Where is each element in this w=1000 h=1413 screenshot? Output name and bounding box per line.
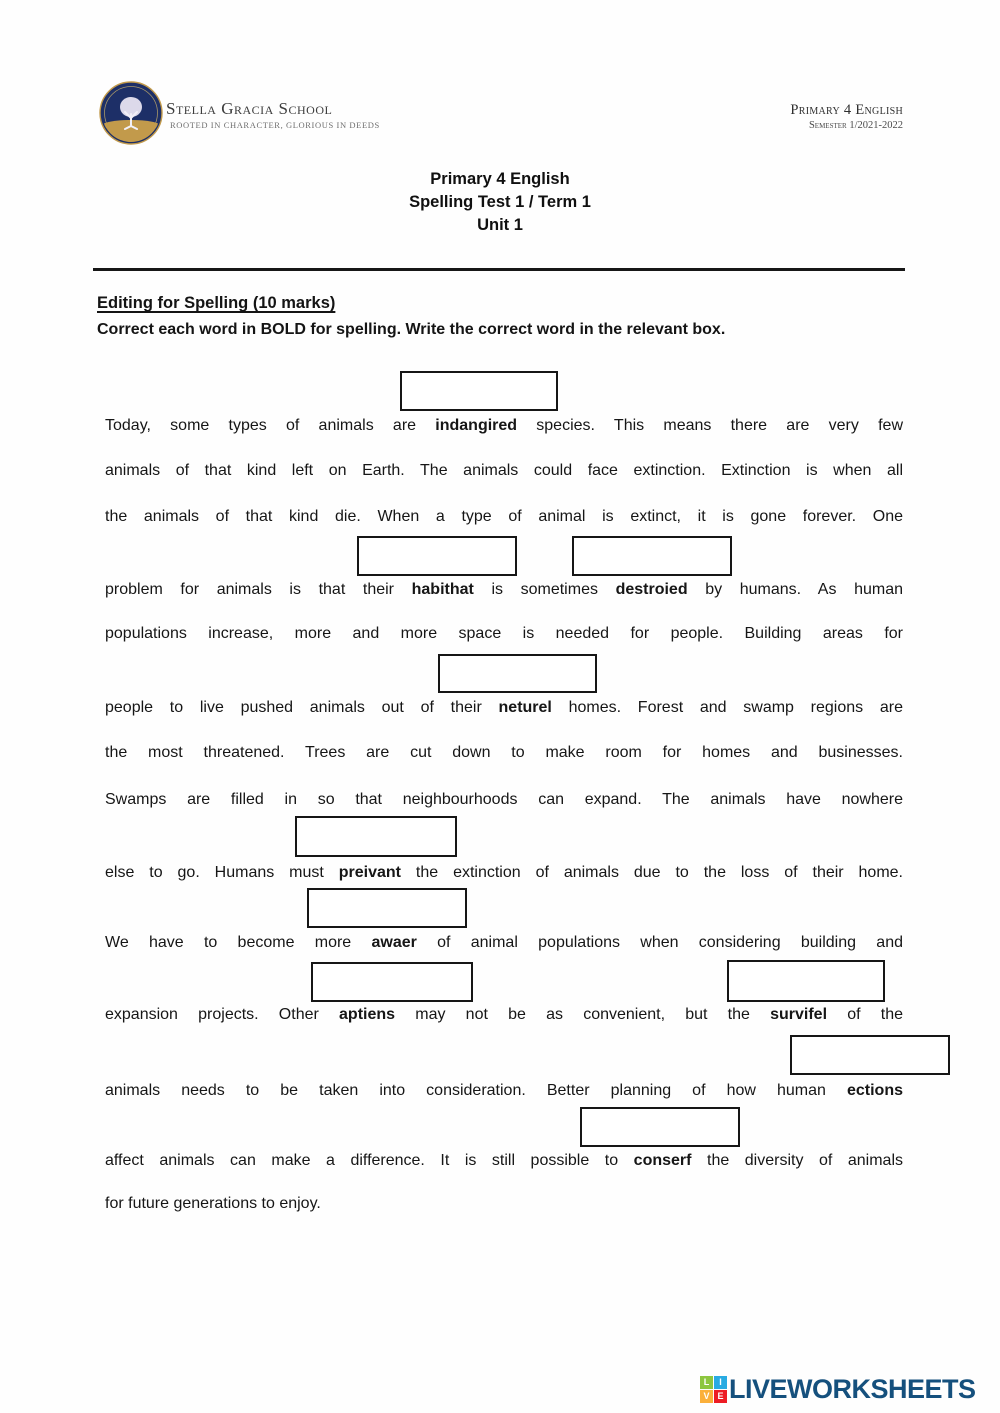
liveworksheets-tiles-icon: [700, 1376, 727, 1403]
liveworksheets-brand: [700, 1374, 976, 1405]
paragraph-line: Today, some types of animals are indangired species. This means there are very few: [105, 417, 904, 434]
header-semester: Semester 1/2021-2022: [808, 120, 903, 131]
paragraph-line: for future generations to enjoy.: [105, 1195, 321, 1212]
horizontal-divider: [93, 268, 905, 271]
tile-letter-v: V: [700, 1390, 713, 1403]
title-line-1: Primary 4 English: [430, 170, 570, 188]
paragraph-line: expansion projects. Other aptiens may not be as convenient, but the survifel of the: [105, 1006, 904, 1023]
answer-box-1[interactable]: [400, 371, 558, 411]
paragraph-line: populations increase, more and more space is needed for people. Building areas for: [105, 625, 903, 642]
answer-box-8[interactable]: [727, 960, 885, 1002]
title-line-3: Unit 1: [477, 216, 523, 234]
answer-box-6[interactable]: [307, 888, 467, 928]
paragraph-line: Swamps are filled in so that neighbourhoods can expand. The animals have nowhere: [105, 791, 903, 808]
answer-box-2[interactable]: [357, 536, 517, 576]
paragraph-line: problem for animals is that their habithat is sometimes destroied by humans. As human: [105, 581, 903, 598]
paragraph-line: animals of that kind left on Earth. The animals could face extinction. Extinction is when all: [105, 462, 903, 479]
title-line-2: Spelling Test 1 / Term 1: [409, 193, 591, 211]
paragraph-line: people to live pushed animals out of their neturel homes. Forest and swamp regions are: [105, 699, 904, 716]
header-course: Primary 4 English: [790, 102, 903, 118]
paragraph-line: the most threatened. Trees are cut down to make room for homes and businesses.: [105, 744, 903, 761]
school-tagline: ROOTED IN CHARACTER, GLORIOUS IN DEEDS: [170, 120, 380, 130]
instruction-text: Correct each word in BOLD for spelling. Write the correct word in the relevant box.: [97, 321, 726, 338]
header-right: [790, 102, 903, 131]
answer-box-7[interactable]: [311, 962, 473, 1002]
liveworksheets-wordmark: LIVEWORKSHEETS: [729, 1374, 976, 1404]
section-heading: Editing for Spelling (10 marks): [97, 294, 336, 312]
answer-box-4[interactable]: [438, 654, 597, 693]
tile-letter-l: L: [700, 1376, 713, 1389]
answer-box-10[interactable]: [580, 1107, 740, 1147]
paragraph-line: affect animals can make a difference. It is still possible to conserf the diversity of animals: [105, 1152, 903, 1169]
answer-box-9[interactable]: [790, 1035, 950, 1075]
answer-box-3[interactable]: [572, 536, 732, 576]
tile-letter-i: I: [714, 1376, 727, 1389]
school-name: Stella Gracia School: [166, 99, 333, 118]
answer-box-5[interactable]: [295, 816, 457, 857]
paragraph-line: animals needs to be taken into consideration. Better planning of how human ections: [105, 1082, 903, 1099]
school-crest-icon: [99, 80, 163, 146]
paragraph-line: else to go. Humans must preivant the extinction of animals due to the loss of their home.: [105, 864, 903, 881]
worksheet-title: [0, 168, 1000, 237]
tile-letter-e: E: [714, 1390, 727, 1403]
paragraph-line: the animals of that kind die. When a type of animal is extinct, it is gone forever. One: [105, 508, 903, 525]
paragraph-line: We have to become more awaer of animal populations when considering building and: [105, 934, 903, 951]
